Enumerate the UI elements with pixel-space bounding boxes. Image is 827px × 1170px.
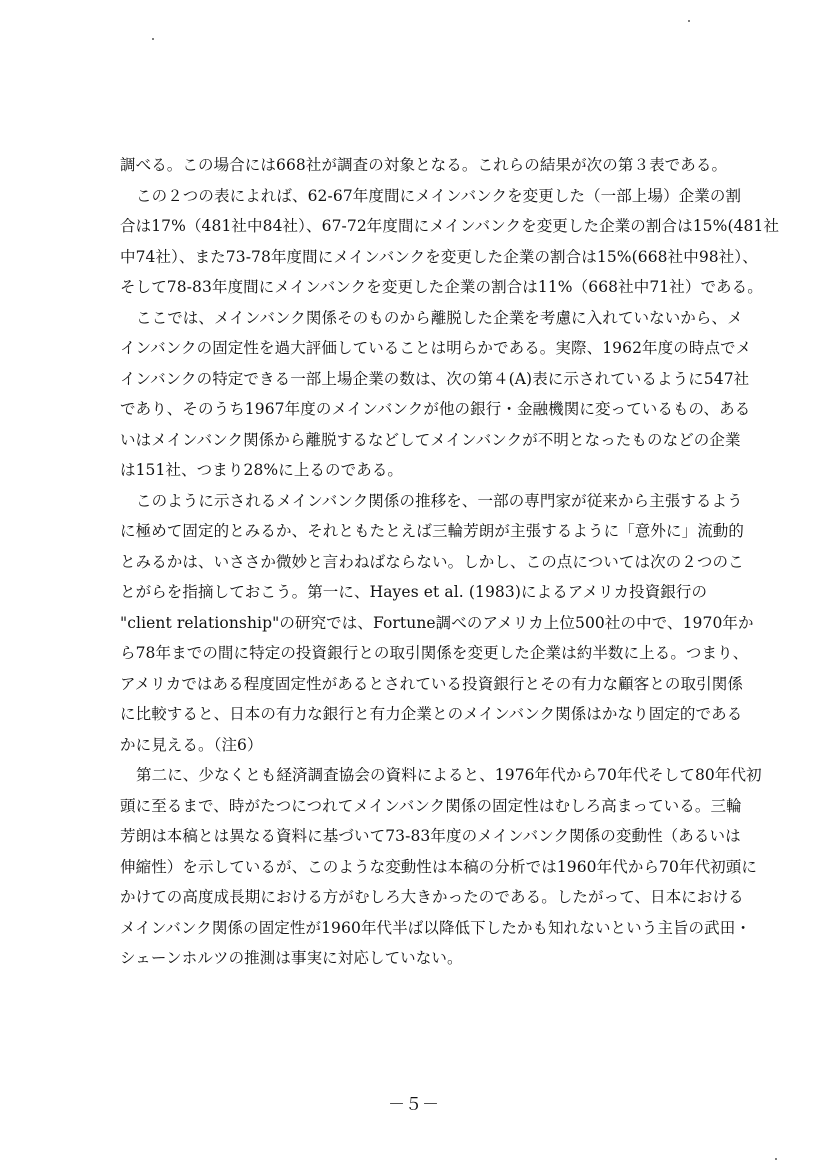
text-line: "client relationship"の研究では、Fortune調べのアメリカ上位500社の中で、1970年か bbox=[120, 613, 754, 632]
text-line: このように示されるメインバンク関係の推移を、一部の専門家が従来から主張するよう bbox=[136, 491, 743, 510]
text-line: 合は17%（481社中84社）、67-72年度間にメインバンクを変更した企業の割合は15%(481社 bbox=[120, 217, 780, 235]
text-line: 伸縮性）を示しているが、このような変動性は本稿の分析では1960年代から70年代初頭に bbox=[120, 857, 757, 876]
text-line: に極めて固定的とみるか、それともたとえば三輪芳朗が主張するように「意外に」流動的 bbox=[120, 522, 745, 540]
text-line: に比較すると、日本の有力な銀行と有力企業とのメインバンク関係はかなり固定的である bbox=[120, 705, 743, 723]
scan-speck bbox=[152, 38, 154, 40]
text-line: とみるかは、いささか微妙と言わねばならない。しかし、この点については次の２つのこ bbox=[120, 552, 744, 571]
text-line: そして78-83年度間にメインバンクを変更した企業の割合は11%（668社中71社）である。 bbox=[120, 278, 763, 296]
text-line: とがらを指摘しておこう。第一に、Hayes et al. (1983)によるアメリカ投資銀行の bbox=[120, 583, 708, 601]
text-line: 調べる。この場合には668社が調査の対象となる。これらの結果が次の第３表である。 bbox=[120, 156, 728, 174]
text-line: メインバンク関係の固定性が1960年代半ば以降低下したかも知れないという主旨の武田・ bbox=[120, 918, 751, 937]
document-body bbox=[120, 150, 780, 974]
text-line: アメリカではある程度固定性があるとされている投資銀行とその有力な顧客との取引関係 bbox=[120, 674, 743, 693]
text-line: かけての高度成長期における方がむしろ大きかったのである。したがって、日本における bbox=[120, 888, 744, 906]
text-line: 第二に、少なくとも経済調査協会の資料によると、1976年代から70年代そして80年代初 bbox=[136, 766, 762, 784]
scan-speck bbox=[775, 1158, 777, 1160]
text-line: インバンクの特定できる一部上場企業の数は、次の第４(A)表に示されているように547社 bbox=[120, 369, 750, 388]
text-line: シェーンホルツの推測は事実に対応していない。 bbox=[120, 949, 463, 967]
text-line: ここでは、メインバンク関係そのものから離脱した企業を考慮に入れていないから、メ bbox=[136, 308, 743, 327]
text-line: 頭に至るまで、時がたつにつれてメインバンク関係の固定性はむしろ高まっている。三輪 bbox=[120, 796, 742, 815]
text-line: かに見える。（注6） bbox=[120, 735, 263, 754]
text-line: ら78年までの間に特定の投資銀行との取引関係を変更した企業は約半数に上る。つまり、 bbox=[120, 644, 749, 662]
page-number: －５－ bbox=[388, 1095, 439, 1115]
text-line: は151社、つまり28%に上るのである。 bbox=[120, 461, 404, 479]
text-line: この２つの表によれば、62-67年度間にメインバンクを変更した（一部上場）企業の割 bbox=[136, 186, 742, 205]
text-line: いはメインバンク関係から離脱するなどしてメインバンクが不明となったものなどの企業 bbox=[120, 430, 741, 449]
text-line: インバンクの固定性を過大評価していることは明らかである。実際、1962年度の時点でメ bbox=[120, 339, 752, 357]
scan-speck bbox=[688, 20, 690, 22]
text-line: であり、そのうち1967年度のメインバンクが他の銀行・金融機関に変っているもの、ある bbox=[120, 400, 751, 418]
text-line: 芳朗は本稿とは異なる資料に基づいて73-83年度のメインバンク関係の変動性（あるいは bbox=[120, 827, 741, 845]
text-line: 中74社）、また73-78年度間にメインバンクを変更した企業の割合は15%(668社中98社）、 bbox=[120, 247, 758, 266]
